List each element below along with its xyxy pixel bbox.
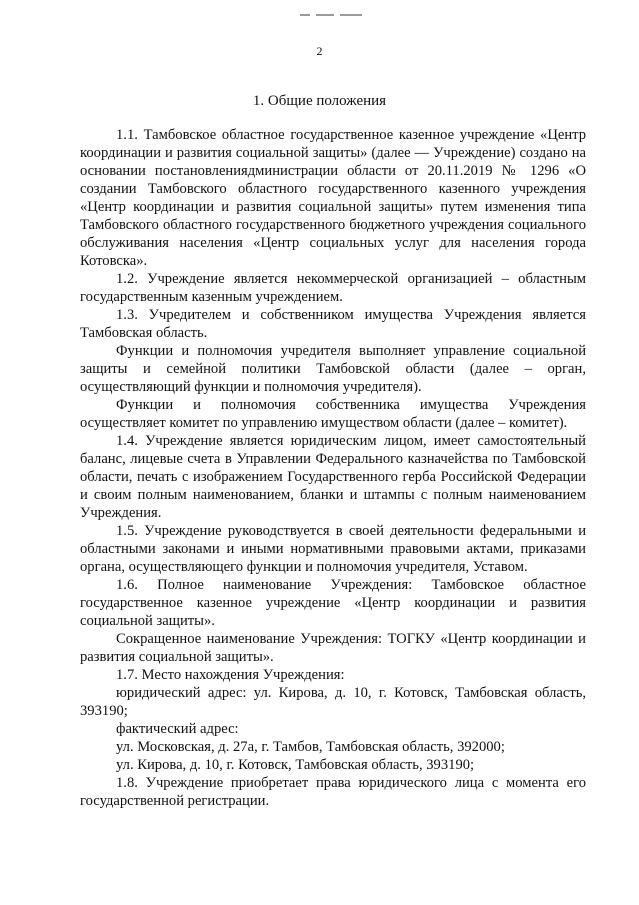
paragraph-1-7: 1.7. Место нахождения Учреждения:	[116, 667, 345, 683]
paragraph-legal-address: юридический адрес: ул. Кирова, д. 10, г. Котовск, Тамбовская область, 393190;	[80, 685, 586, 719]
paragraph-1-1: 1.1. Тамбовское областное государственное казенное учреждение «Центр координации и развития социальной защиты» (далее — Учреждение) создано на основании постановлениядминистрации области от 20.11.2019 № 1296 «О создании Тамбовского областного государственного казенного учреждения «Центр координации и развития социальной защиты» путем изменения типа Тамбовского областного государственного бюджетного учреждения социального обслуживания населения «Центр социальных услуг для населения города Котовска».	[80, 127, 586, 269]
paragraph-1-6: 1.6. Полное наименование Учреждения: Тамбовское областное государственное казенное учреждение «Центр координации и развития социальной защиты».	[80, 577, 586, 629]
paragraph-actual-address-1: ул. Московская, д. 27а, г. Тамбов, Тамбовская область, 392000;	[116, 739, 505, 755]
paragraph-owner-functions: Функции и полномочия собственника имущества Учреждения осуществляет комитет по управлению имуществом области (далее – комитет).	[80, 397, 586, 431]
paragraph-1-4: 1.4. Учреждение является юридическим лицом, имеет самостоятельный баланс, лицевые счета в Управлении Федерального казначейства по Тамбовской области, печать с изображением Государственного герба Российской Федерации и своим полным наименованием, бланки и штампы с полным наименованием Учреждения.	[80, 433, 586, 521]
scan-artifact	[300, 3, 390, 6]
section-heading: 1. Общие положения	[252, 93, 387, 109]
paragraph-1-5: 1.5. Учреждение руководствуется в своей деятельности федеральными и областными законами и иными нормативными правовыми актами, приказами органа, осуществляющего функции и полномочия учредителя, Уставом.	[80, 523, 586, 575]
paragraph-1-8: 1.8. Учреждение приобретает права юридического лица с момента его государственной регистрации.	[80, 775, 586, 809]
paragraph-founder-functions: Функции и полномочия учредителя выполняет управление социальной защиты и семейной политики Тамбовской области (далее – орган, осуществляющий функции и полномочия учредителя).	[80, 343, 586, 395]
page-number: 2	[316, 44, 323, 58]
paragraph-actual-address-label: фактический адрес:	[116, 721, 239, 737]
paragraph-1-3: 1.3. Учредителем и собственником имущества Учреждения является Тамбовская область.	[80, 307, 586, 341]
paragraph-actual-address-2: ул. Кирова, д. 10, г. Котовск, Тамбовская область, 393190;	[116, 757, 475, 773]
paragraph-short-name: Сокращенное наименование Учреждения: ТОГКУ «Центр координации и развития социальной защиты».	[80, 631, 586, 665]
document-body	[80, 126, 586, 810]
paragraph-1-2: 1.2. Учреждение является некоммерческой организацией – областным государственным казенным учреждением.	[80, 271, 586, 305]
